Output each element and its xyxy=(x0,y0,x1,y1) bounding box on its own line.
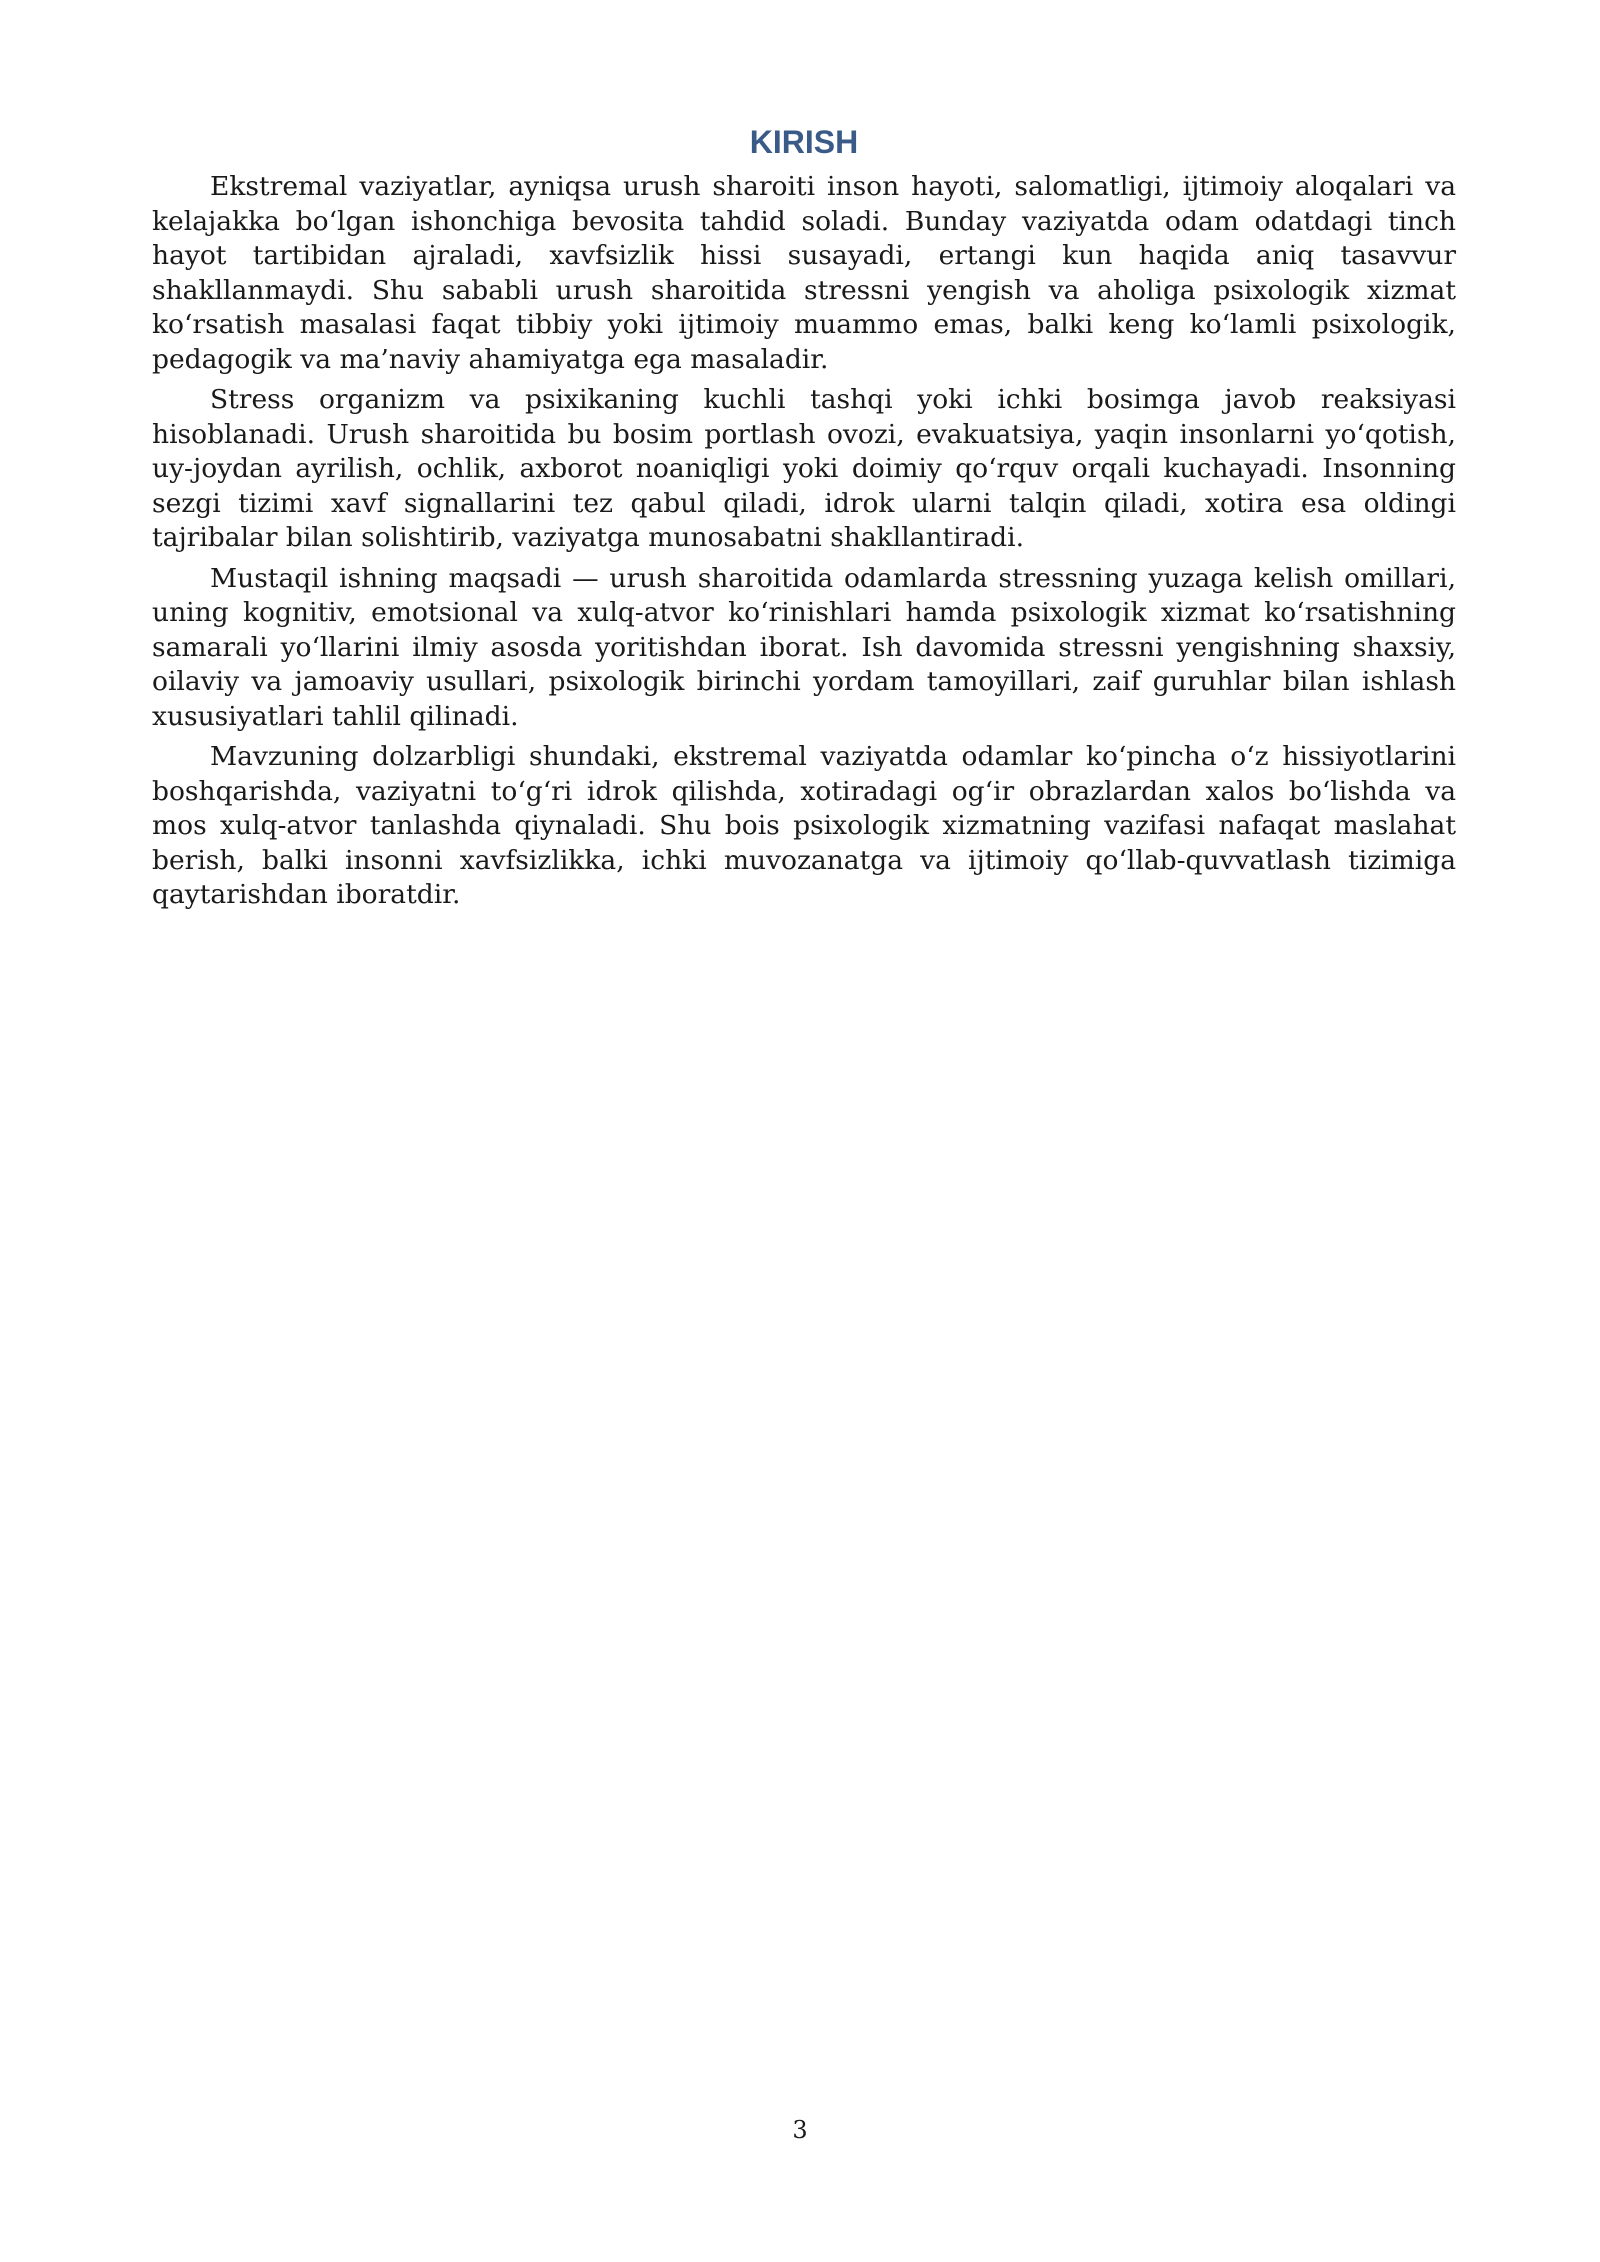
page-content xyxy=(152,118,1456,919)
paragraph-1: Ekstremal vaziyatlar, ayniqsa urush sharoiti inson hayoti, salomatligi, ijtimoiy aloqalari va kelajakka bo‘lgan ishonchiga bevosita tahdid soladi. Bunday vaziyatda odam odatdagi tinch hayot tartibidan ajraladi, xavfsizlik hissi susayadi, ertangi kun haqida aniq tasavvur shakllanmaydi. Shu sababli urush sharoitida stressni yengish va aholiga psixologik xizmat ko‘rsatish masalasi faqat tibbiy yoki ijtimoiy muammo emas, balki keng ko‘lamli psixologik, pedagogik va ma’naviy ahamiyatga ega masaladir. xyxy=(152,171,1456,375)
page-number: 3 xyxy=(792,2116,808,2144)
paragraph-2: Stress organizm va psixikaning kuchli tashqi yoki ichki bosimga javob reaksiyasi hisoblanadi. Urush sharoitida bu bosim portlash ovozi, evakuatsiya, yaqin insonlarni yo‘qotish, uy-joydan ayrilish, ochlik, axborot noaniqligi yoki doimiy qo‘rquv orqali kuchayadi. Insonning sezgi tizimi xavf signallarini tez qabul qiladi, idrok ularni talqin qiladi, xotira esa oldingi tajribalar bilan solishtirib, vaziyatga munosabatni shakllantiradi. xyxy=(152,384,1456,553)
paragraph-4: Mavzuning dolzarbligi shundaki, ekstremal vaziyatda odamlar ko‘pincha o‘z hissiyotlarini boshqarishda, vaziyatni to‘g‘ri idrok qilishda, xotiradagi og‘ir obrazlardan xalos bo‘lishda va mos xulq-atvor tanlashda qiynaladi. Shu bois psixologik xizmatning vazifasi nafaqat maslahat berish, balki insonni xavfsizlikka, ichki muvozanatga va ijtimoiy qo‘llab-quvvatlash tizimiga qaytarishdan iboratdir. xyxy=(152,741,1456,910)
paragraph-3: Mustaqil ishning maqsadi — urush sharoitida odamlarda stressning yuzaga kelish omillari, uning kognitiv, emotsional va xulq-atvor ko‘rinishlari hamda psixologik xizmat ko‘rsatishning samarali yo‘llarini ilmiy asosda yoritishdan iborat. Ish davomida stressni yengishning shaxsiy, oilaviy va jamoaviy usullari, psixologik birinchi yordam tamoyillari, zaif guruhlar bilan ishlash xususiyatlari tahlil qilinadi. xyxy=(152,562,1456,732)
section-heading: KIRISH xyxy=(749,124,859,160)
